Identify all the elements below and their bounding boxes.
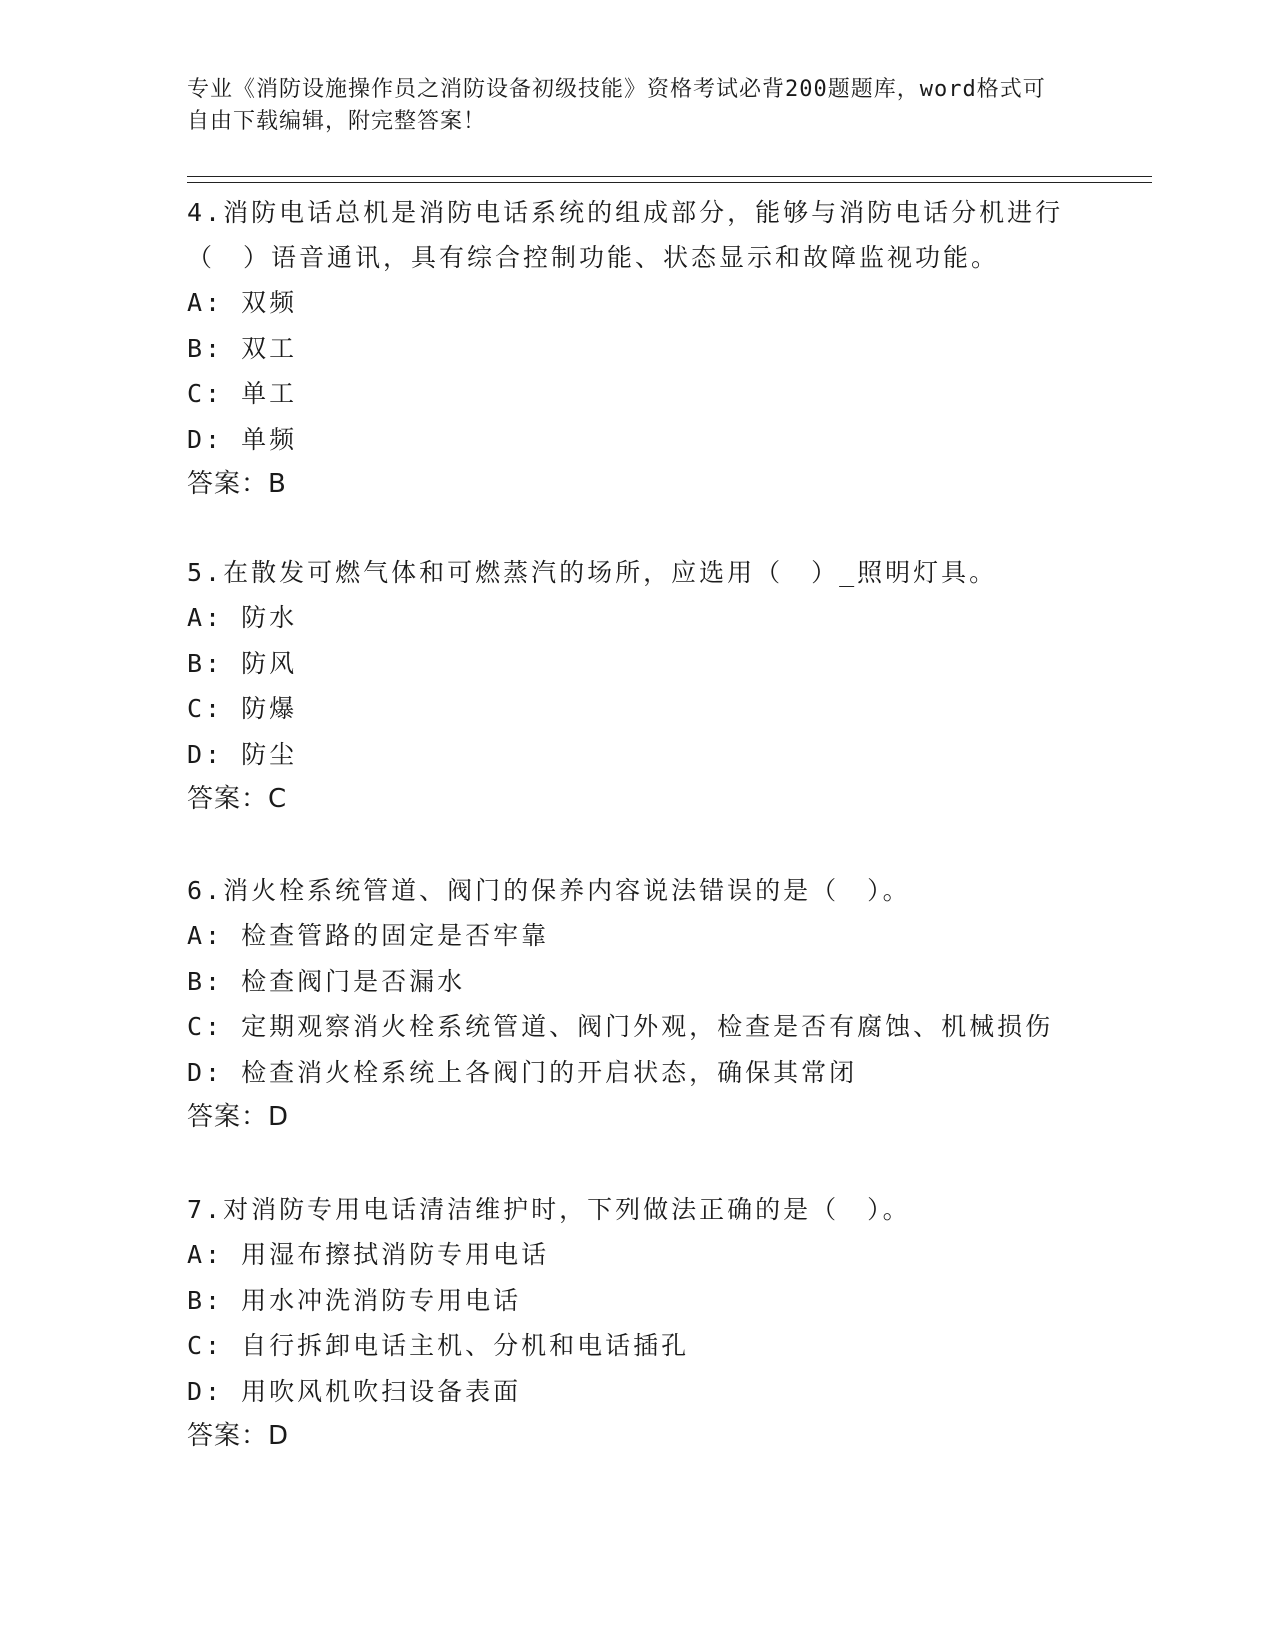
- answer: 答案：C: [187, 784, 288, 814]
- option-b: B: 用水冲洗消防专用电话: [187, 1285, 522, 1315]
- answer: 答案：B: [187, 469, 287, 499]
- question-stem: 7.对消防专用电话清洁维护时，下列做法正确的是（ ）。: [187, 1195, 911, 1224]
- option-a: A: 防水: [187, 603, 298, 632]
- option-d: D: 用吹风机吹扫设备表面: [187, 1376, 522, 1406]
- option-d: D: 防尘: [187, 739, 298, 769]
- option-d: D: 单频: [187, 424, 298, 454]
- answer: 答案：D: [187, 1102, 290, 1132]
- option-b: B: 防风: [187, 648, 298, 678]
- option-a: A: 用湿布擦拭消防专用电话: [187, 1240, 550, 1269]
- option-a: A: 检查管路的固定是否牢靠: [187, 921, 550, 950]
- answer: 答案：D: [187, 1421, 290, 1451]
- option-c: C: 单工: [187, 379, 298, 408]
- question-5: [187, 550, 1087, 822]
- question-stem: 5.在散发可燃气体和可燃蒸汽的场所，应选用（ ）_照明灯具。: [187, 558, 998, 587]
- question-7: [187, 1187, 1087, 1459]
- option-c: C: 定期观察消火栓系统管道、阀门外观，检查是否有腐蚀、机械损伤: [187, 1012, 1054, 1041]
- header-divider-top: [187, 176, 1152, 177]
- question-4: [187, 190, 1087, 507]
- option-b: B: 双工: [187, 333, 298, 363]
- question-stem: 6.消火栓系统管道、阀门的保养内容说法错误的是（ ）。: [187, 876, 911, 905]
- document-header: 专业《消防设施操作员之消防设备初级技能》资格考试必背200题题库，word格式可自由下载编辑，附完整答案！: [187, 77, 1046, 134]
- question-6: [187, 868, 1087, 1140]
- option-c: C: 防爆: [187, 694, 298, 723]
- option-a: A: 双频: [187, 288, 298, 317]
- question-stem: 4.消防电话总机是消防电话系统的组成部分，能够与消防电话分机进行（ ）语音通讯，具有综合控制功能、状态显示和故障监视功能。: [187, 198, 1064, 272]
- option-c: C: 自行拆卸电话主机、分机和电话插孔: [187, 1331, 690, 1360]
- option-b: B: 检查阀门是否漏水: [187, 966, 466, 996]
- option-d: D: 检查消火栓系统上各阀门的开启状态，确保其常闭: [187, 1057, 858, 1087]
- header-divider-bottom: [187, 182, 1152, 183]
